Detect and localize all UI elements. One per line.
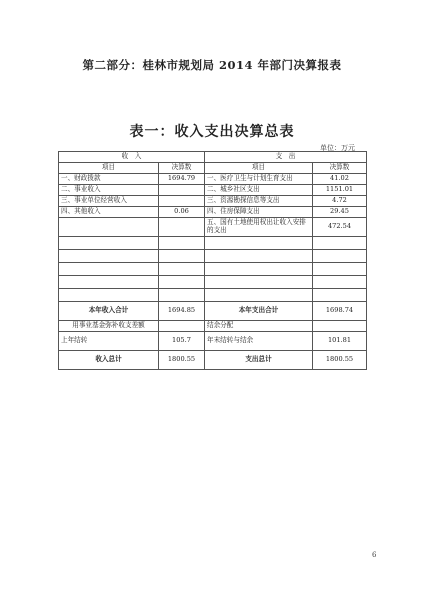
table-row-empty [59, 250, 367, 263]
expense-group-header: 支 出 [205, 152, 367, 163]
year-end-label: 年末结转与结余 [205, 332, 313, 351]
income-item [59, 218, 159, 237]
income-value: 1694.79 [159, 174, 205, 185]
income-expense-table [58, 151, 367, 370]
expense-item: 四、住房保障支出 [205, 207, 313, 218]
grand-total-row [59, 351, 367, 370]
page-number: 6 [372, 551, 377, 559]
year-end-value: 101.81 [313, 332, 367, 351]
fund-balance-label: 用事业基金弥补收支差额 [59, 321, 159, 332]
table-title: 表一：收入支出决算总表 [129, 124, 295, 140]
carryover-value: 105.7 [159, 332, 205, 351]
expense-total-value: 1698.74 [313, 302, 367, 321]
income-total-label: 本年收入合计 [59, 302, 159, 321]
table-row-empty [59, 263, 367, 276]
income-item: 四、其他收入 [59, 207, 159, 218]
income-amount-header: 决算数 [159, 163, 205, 174]
income-item-header: 项目 [59, 163, 159, 174]
expense-item: 一、医疗卫生与计划生育支出 [205, 174, 313, 185]
total-row [59, 302, 367, 321]
expense-value: 4.72 [313, 196, 367, 207]
table-row [59, 185, 367, 196]
table-row-empty [59, 289, 367, 302]
income-item: 三、事业单位经营收入 [59, 196, 159, 207]
income-item: 一、财政拨款 [59, 174, 159, 185]
income-value: 0.06 [159, 207, 205, 218]
expense-value: 29.45 [313, 207, 367, 218]
income-sum-value: 1800.55 [159, 351, 205, 370]
expense-value: 472.54 [313, 218, 367, 237]
expense-total-label: 本年支出合计 [205, 302, 313, 321]
table-group-header-row [59, 152, 367, 163]
table-row [59, 332, 367, 351]
expense-item: 五、国有土地使用权出让收入安排的支出 [205, 218, 313, 237]
table-row [59, 174, 367, 185]
expense-sum-value: 1800.55 [313, 351, 367, 370]
table-row-empty [59, 276, 367, 289]
table-row [59, 207, 367, 218]
carryover-label: 上年结转 [59, 332, 159, 351]
distribution-value [313, 321, 367, 332]
income-value [159, 196, 205, 207]
expense-item: 二、城乡社区支出 [205, 185, 313, 196]
expense-value: 1151.01 [313, 185, 367, 196]
income-value [159, 218, 205, 237]
table-row [59, 218, 367, 237]
income-total-value: 1694.85 [159, 302, 205, 321]
unit-label: 单位：万元 [320, 144, 355, 152]
distribution-label: 结余分配 [205, 321, 313, 332]
income-value [159, 185, 205, 196]
table-row [59, 196, 367, 207]
expense-item-header: 项目 [205, 163, 313, 174]
income-sum-label: 收入总计 [59, 351, 159, 370]
table-column-header-row [59, 163, 367, 174]
fund-balance-value [159, 321, 205, 332]
expense-amount-header: 决算数 [313, 163, 367, 174]
income-group-header: 收 入 [59, 152, 205, 163]
section-title: 第二部分：桂林市规划局 2014 年部门决算报表 [82, 58, 342, 72]
expense-item: 三、资源勘探信息等支出 [205, 196, 313, 207]
table-row [59, 321, 367, 332]
expense-sum-label: 支出总计 [205, 351, 313, 370]
income-item: 二、事业收入 [59, 185, 159, 196]
table-row-empty [59, 237, 367, 250]
expense-value: 41.02 [313, 174, 367, 185]
